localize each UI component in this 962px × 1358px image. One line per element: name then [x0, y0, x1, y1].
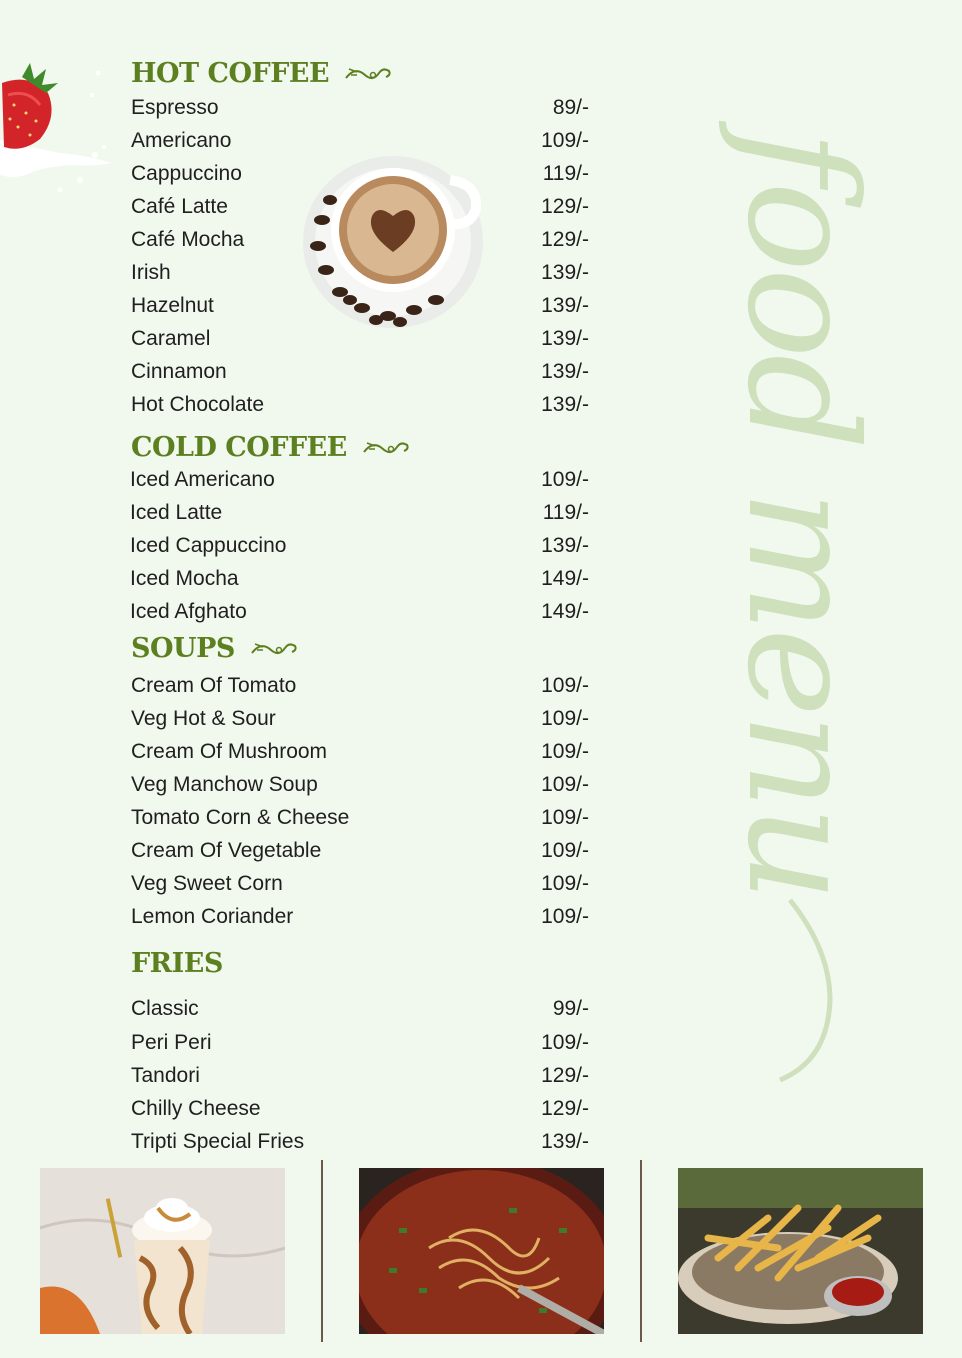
menu-item — [131, 1061, 589, 1091]
item-name: Veg Sweet Corn — [131, 872, 283, 895]
menu-item — [131, 704, 589, 734]
item-name: Espresso — [131, 96, 219, 119]
item-name: Cinnamon — [131, 360, 227, 383]
noodle-soup-photo — [359, 1168, 604, 1334]
item-name: Cappuccino — [131, 162, 242, 185]
item-price: 129/- — [541, 228, 589, 251]
item-name: Irish — [131, 261, 171, 284]
menu-item — [131, 1094, 589, 1124]
item-name: Café Mocha — [131, 228, 245, 251]
item-price: 109/- — [541, 674, 589, 697]
menu-item — [131, 390, 589, 420]
item-price: 129/- — [541, 1097, 589, 1120]
item-price: 129/- — [541, 195, 589, 218]
item-price: 109/- — [541, 773, 589, 796]
flourish-icon — [343, 63, 393, 85]
item-price: 139/- — [541, 294, 589, 317]
item-price: 139/- — [541, 534, 589, 557]
fries-heading — [131, 948, 223, 979]
item-price: 89/- — [552, 96, 589, 119]
item-name: Cream Of Mushroom — [131, 740, 328, 763]
item-price: 139/- — [541, 360, 589, 383]
menu-item — [131, 357, 589, 387]
cold-coffee-heading — [131, 432, 411, 463]
item-name: Café Latte — [131, 195, 228, 218]
menu-item — [131, 1028, 589, 1058]
item-name: Iced Mocha — [130, 567, 239, 590]
item-price: 119/- — [542, 501, 589, 524]
item-price: 109/- — [541, 740, 589, 763]
soups-title: SOUPS — [131, 633, 235, 664]
menu-item — [131, 803, 589, 833]
hot-coffee-heading — [131, 58, 393, 89]
item-price: 109/- — [541, 707, 589, 730]
coffee-cup-image — [300, 150, 486, 330]
item-name: Iced Latte — [130, 501, 223, 524]
item-price: 109/- — [541, 872, 589, 895]
item-name: Veg Manchow Soup — [131, 773, 318, 796]
item-name: Veg Hot & Sour — [131, 707, 276, 730]
item-price: 149/- — [541, 567, 589, 590]
menu-item — [131, 836, 589, 866]
menu-item — [130, 465, 589, 495]
item-name: Caramel — [131, 327, 211, 350]
item-name: Iced Cappuccino — [130, 534, 287, 557]
item-name: Iced Americano — [130, 468, 275, 491]
menu-item — [131, 671, 589, 701]
item-price: 109/- — [541, 839, 589, 862]
item-price: 129/- — [541, 1064, 589, 1087]
item-name: Cream Of Tomato — [131, 674, 297, 697]
flourish-icon — [361, 437, 411, 459]
item-name: Hot Chocolate — [131, 393, 265, 416]
menu-item — [130, 597, 589, 627]
menu-item — [131, 1127, 589, 1157]
menu-item — [130, 498, 589, 528]
item-name: Peri Peri — [131, 1031, 212, 1054]
menu-item — [131, 737, 589, 767]
soups-heading — [131, 633, 299, 664]
item-name: Iced Afghato — [130, 600, 247, 623]
item-price: 139/- — [541, 393, 589, 416]
item-price: 99/- — [552, 997, 589, 1020]
script-title — [680, 120, 920, 1100]
script-title-text: food menu — [714, 130, 888, 899]
fries-title: FRIES — [131, 948, 223, 979]
photo-divider — [321, 1160, 323, 1342]
menu-item — [131, 902, 589, 932]
item-name: Tandori — [131, 1064, 200, 1087]
item-price: 149/- — [541, 600, 589, 623]
cold-coffee-title: COLD COFFEE — [131, 432, 347, 463]
hot-coffee-title: HOT COFFEE — [131, 58, 330, 89]
item-name: Tripti Special Fries — [131, 1130, 305, 1153]
item-price: 109/- — [541, 1031, 589, 1054]
menu-item — [130, 531, 589, 561]
item-price: 139/- — [541, 1130, 589, 1153]
item-name: Classic — [131, 997, 199, 1020]
iced-coffee-photo — [40, 1168, 285, 1334]
menu-item — [131, 994, 589, 1024]
item-price: 109/- — [541, 806, 589, 829]
item-price: 109/- — [541, 905, 589, 928]
menu-item — [130, 564, 589, 594]
item-price: 109/- — [541, 129, 589, 152]
menu-item — [131, 93, 589, 123]
fries-photo — [678, 1168, 923, 1334]
item-price: 109/- — [541, 468, 589, 491]
item-price: 119/- — [542, 162, 589, 185]
item-price: 139/- — [541, 261, 589, 284]
item-name: Lemon Coriander — [131, 905, 294, 928]
photo-divider — [640, 1160, 642, 1342]
item-name: Tomato Corn & Cheese — [131, 806, 350, 829]
item-name: Chilly Cheese — [131, 1097, 261, 1120]
item-price: 139/- — [541, 327, 589, 350]
strawberry-splash-image — [0, 55, 120, 205]
flourish-icon — [249, 638, 299, 660]
item-name: Hazelnut — [131, 294, 214, 317]
menu-item — [131, 770, 589, 800]
item-name: Americano — [131, 129, 232, 152]
item-name: Cream Of Vegetable — [131, 839, 322, 862]
menu-item — [131, 869, 589, 899]
